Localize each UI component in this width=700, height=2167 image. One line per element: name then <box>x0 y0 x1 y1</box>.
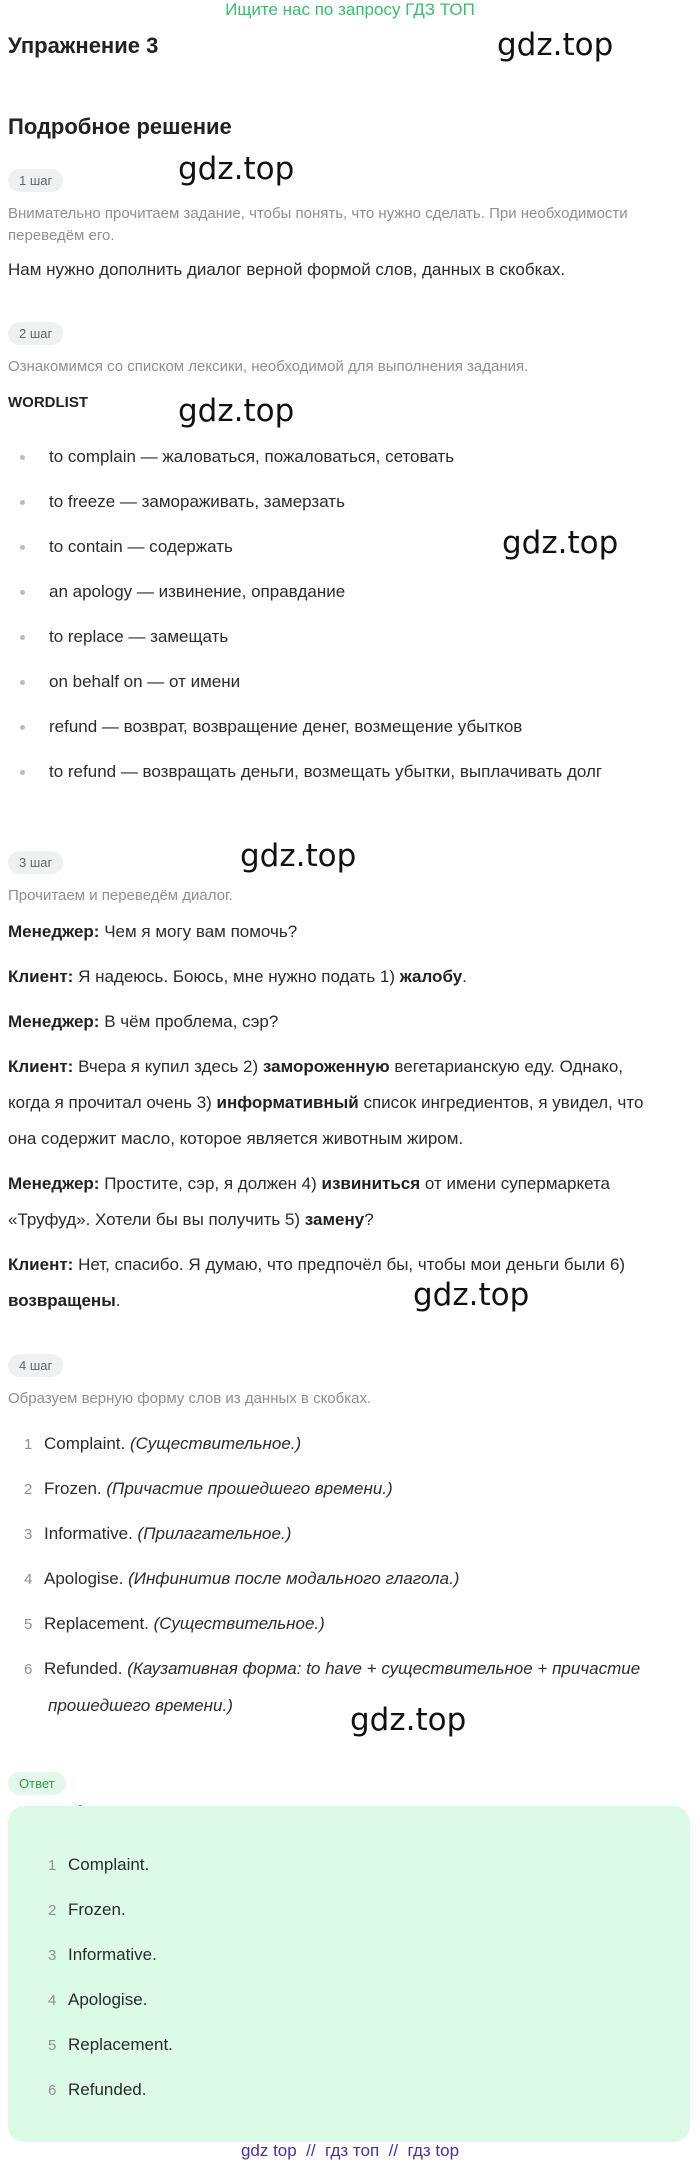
speaker: Менеджер: <box>8 1012 100 1031</box>
step-note: Внимательно прочитаем задание, чтобы понять, что нужно сделать. При необходимости переведём его. <box>8 205 628 244</box>
list-item: Apologise. <box>68 1990 148 2009</box>
dialogue-line: Клиент: Нет, спасибо. Я думаю, что предпочёл бы, чтобы мои деньги были 6) возвращены. <box>8 1255 626 1310</box>
list-number: 5 <box>48 2037 57 2054</box>
speaker: Клиент: <box>8 1255 74 1274</box>
speaker: Менеджер: <box>8 922 100 941</box>
list-number: 4 <box>48 1992 57 2009</box>
list-number: 6 <box>24 1661 33 1678</box>
step-badge: 1 шаг <box>8 169 63 192</box>
step-badge: 3 шаг <box>8 851 63 874</box>
page-title: Упражнение 3 <box>8 33 159 58</box>
bullet-icon <box>20 680 25 685</box>
watermark: gdz.top <box>178 393 295 429</box>
step-badge: 2 шаг <box>8 322 63 345</box>
list-item: Informative. (Прилагательное.) <box>44 1524 292 1543</box>
answer-badge: Ответ <box>8 1772 66 1795</box>
list-item: Complaint. (Существительное.) <box>44 1434 302 1453</box>
list-number: 6 <box>48 2082 57 2099</box>
list-item: Frozen. (Причастие прошедшего времени.) <box>44 1479 393 1498</box>
watermark: gdz.top <box>502 525 619 561</box>
watermark: gdz.top <box>497 27 614 63</box>
watermark: gdz.top <box>350 1702 467 1738</box>
list-number: 4 <box>24 1571 33 1588</box>
watermark: gdz.top <box>240 838 357 874</box>
list-number: 3 <box>24 1526 33 1543</box>
bullet-icon <box>20 590 25 595</box>
step-note: Ознакомимся со списком лексики, необходимой для выполнения задания. <box>8 358 529 375</box>
step-note: Прочитаем и переведём диалог. <box>8 887 233 904</box>
dialogue <box>8 914 692 1319</box>
list-number: 1 <box>24 1436 33 1453</box>
list-number: 5 <box>24 1616 33 1633</box>
list-item: Replacement. (Существительное.) <box>44 1614 325 1633</box>
list-number: 2 <box>48 1902 57 1919</box>
dialogue-line: Менеджер: Чем я могу вам помочь? <box>8 922 298 941</box>
list-number: 3 <box>48 1947 57 1964</box>
list-item: Complaint. <box>68 1855 150 1874</box>
dialogue-line: Менеджер: В чём проблема, сэр? <box>8 1012 279 1031</box>
speaker: Менеджер: <box>8 1174 100 1193</box>
step-text: Нам нужно дополнить диалог верной формой слов, данных в скобках. <box>8 260 566 279</box>
list-item-continuation: прошедшего времени.) <box>48 1696 233 1715</box>
bullet-icon <box>20 545 25 550</box>
wordlist-title: WORDLIST <box>8 394 88 411</box>
dialogue-line: Менеджер: Простите, сэр, я должен 4) извиниться от имени супермаркета «Труфуд». Хотели бы вы получить 5) замену? <box>8 1174 611 1229</box>
step-badge: 4 шаг <box>8 1354 63 1377</box>
list-number: 2 <box>24 1481 33 1498</box>
list-item: Replacement. <box>68 2035 173 2054</box>
bullet-icon <box>20 770 25 775</box>
watermark: gdz.top <box>413 1277 530 1313</box>
dialogue-line: Клиент: Вчера я купил здесь 2) замороженную вегетарианскую еду. Однако, когда я прочитал очень 3) информативный список ингредиентов, я увидел, что она содержит масло, которое является животным жиром. <box>8 1057 644 1148</box>
promo-banner: Ищите нас по запросу ГДЗ ТОП <box>225 0 475 19</box>
list-number: 1 <box>48 1857 57 1874</box>
watermark: gdz.top <box>178 151 295 187</box>
section-title: Подробное решение <box>8 114 232 139</box>
dialogue-line: Клиент: Я надеюсь. Боюсь, мне нужно подать 1) жалобу. <box>8 967 467 986</box>
speaker: Клиент: <box>8 1057 74 1076</box>
bullet-icon <box>20 725 25 730</box>
footer-links[interactable]: gdz top // гдз топ // гдз top <box>240 2141 460 2160</box>
speaker: Клиент: <box>8 967 74 986</box>
bullet-icon <box>20 635 25 640</box>
list-item: Apologise. (Инфинитив после модального глагола.) <box>44 1569 460 1588</box>
bullet-icon <box>20 455 25 460</box>
bullet-icon <box>20 500 25 505</box>
step-note: Образуем верную форму слов из данных в скобках. <box>8 1390 372 1407</box>
list-item: Frozen. <box>68 1900 126 1919</box>
list-item: Informative. <box>68 1945 157 1964</box>
list-item: Refunded. (Каузативная форма: to have + существительное + причастие <box>44 1659 641 1678</box>
list-item: Refunded. <box>68 2080 147 2099</box>
